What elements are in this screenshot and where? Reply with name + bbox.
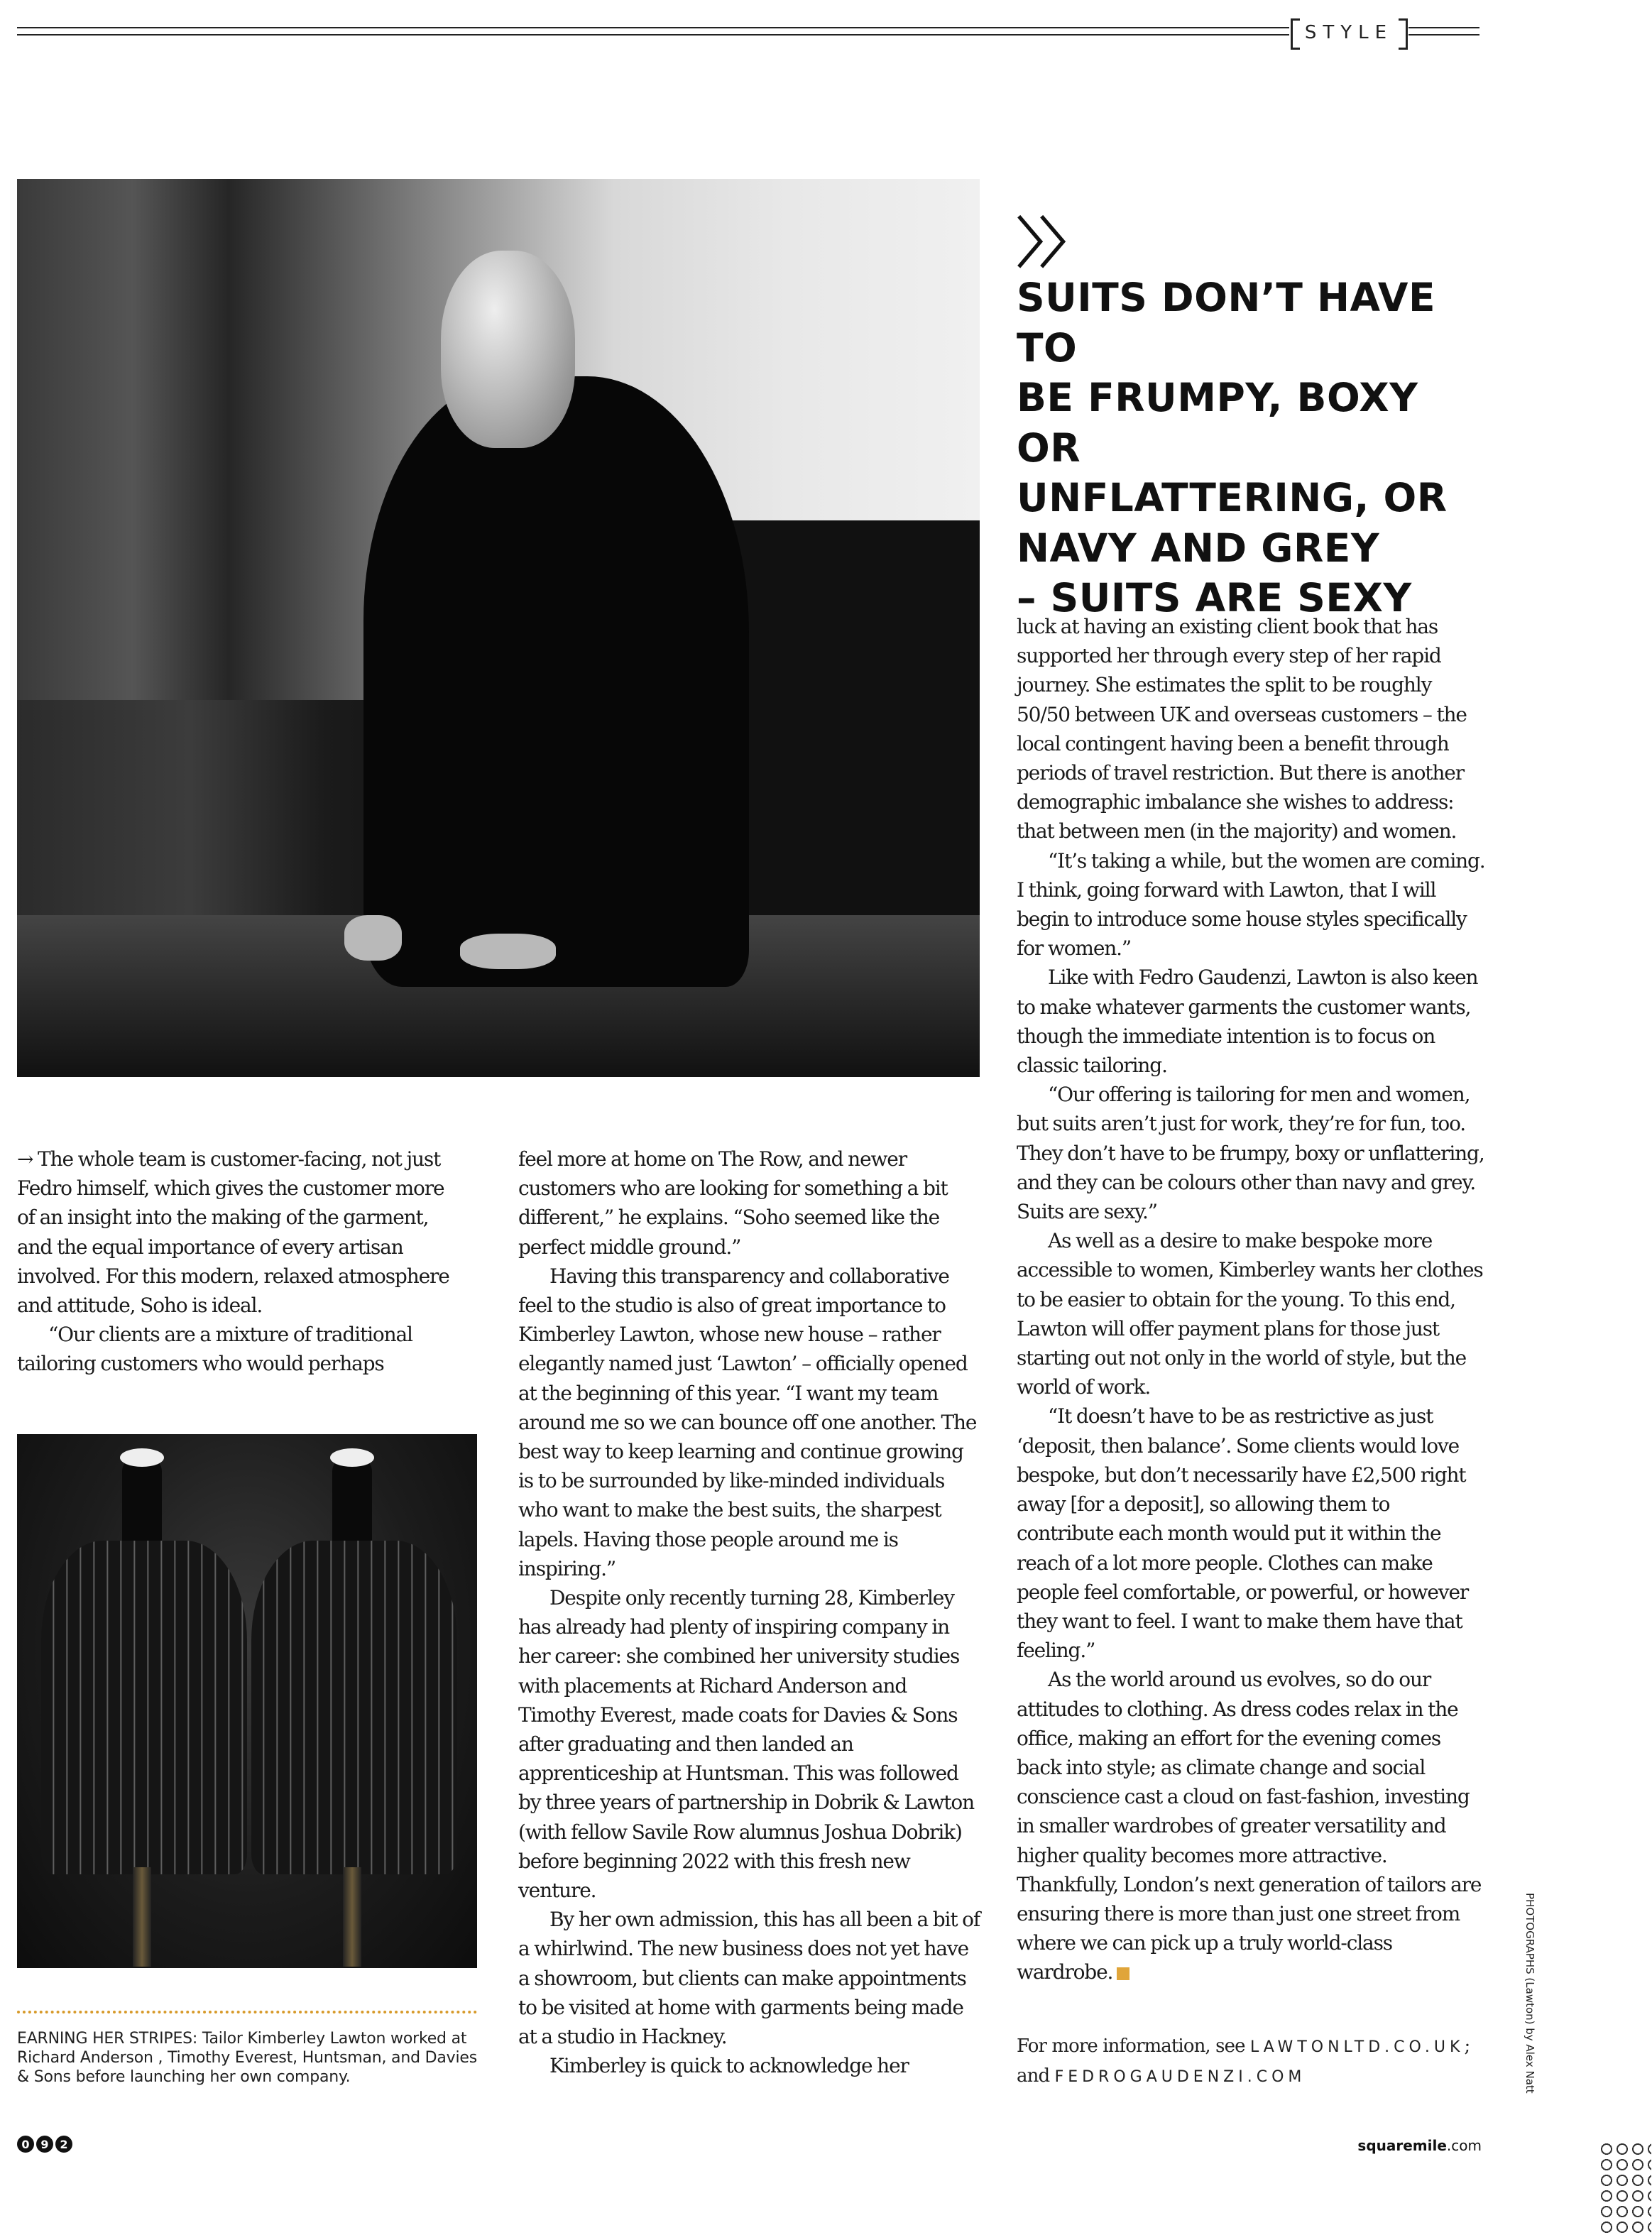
suits-photo xyxy=(17,1434,477,1968)
header-rule-right-top xyxy=(1408,27,1479,28)
paragraph: As well as a desire to make bespoke more accessible to women, Kimberley wants her clothes to be easier to obtain for the young. To this end, Lawton will offer payment plans for those just starting out not only in the world of style, but the world of work. xyxy=(1017,1229,1483,1399)
page-digit: 9 xyxy=(36,2136,53,2153)
paragraph: “It’s taking a while, but the women are coming. I think, going forward with Lawton, that I will begin to introduce some house styles specifically for women.” xyxy=(1017,848,1485,961)
header-rule-top xyxy=(17,27,1289,28)
more-info xyxy=(1017,2032,1485,2092)
paragraph: → The whole team is customer-facing, not just Fedro himself, which gives the customer more of an insight into the making of the garment, and the equal importance of every artisan involved. For this modern, relaxed atmosphere and attitude, Soho is ideal. xyxy=(17,1147,449,1318)
dot-grid-decoration xyxy=(1599,2141,1651,2235)
body-column-2 xyxy=(518,1144,983,2081)
photo-caption: EARNING HER STRIPES: Tailor Kimberley Lawton worked at Richard Anderson , Timothy Everest, Huntsman, and Davies & Sons before launching her own company. xyxy=(17,2030,477,2086)
more-info-prefix: For more information, see xyxy=(1017,2035,1250,2057)
end-mark-icon xyxy=(1117,1967,1129,1980)
final-paragraph xyxy=(1017,1665,1485,1987)
section-tag: STYLE xyxy=(1304,22,1394,43)
page-digit: 0 xyxy=(17,2136,34,2153)
site-name[interactable] xyxy=(1357,2137,1482,2154)
body-column-1 xyxy=(17,1144,464,1379)
paragraph: Despite only recently turning 28, Kimberley has already had plenty of inspiring company in her career: she combined her university studies with placements at Richard Anderson and Timothy Everest, made coats for Davies & Sons after graduating and then landed an apprenticeship at Huntsman. This was followed by three years of partnership in Dobrik & Lawton (with fellow Savile Row alumnus Joshua Dobrik) before beginning 2022 with this fresh new venture. xyxy=(518,1586,974,1903)
quote-mark-icon: 〉〉 xyxy=(1017,212,1089,275)
main-photo xyxy=(17,179,980,1077)
header-rule-bottom xyxy=(17,34,1289,35)
header-rule-right-bottom xyxy=(1408,34,1479,35)
photo-credit-text: PHOTOGRAPHS (Lawton) by Alex Natt xyxy=(1524,1893,1536,2094)
paragraph: By her own admission, this has all been a bit of a whirlwind. The new business does not yet have a showroom, but clients can make appointments to be visited at home with garments being made at a studio in Hackney. xyxy=(518,1908,980,2049)
paragraph: Kimberley is quick to acknowledge her xyxy=(549,2054,909,2078)
paragraph: feel more at home on The Row, and newer customers who are looking for something a bit different,” he explains. “Soho seemed like the perfect middle ground.” xyxy=(518,1147,948,1259)
fedro-link[interactable]: FEDROGAUDENZI.COM xyxy=(1054,2068,1306,2086)
lawton-link[interactable]: LAWTONLTD.CO.UK xyxy=(1249,2038,1465,2056)
site-name-bold: squaremile xyxy=(1357,2137,1447,2154)
paragraph: Like with Fedro Gaudenzi, Lawton is also keen to make whatever garments the customer wants, though the immediate intention is to focus on classic tailoring. xyxy=(1017,966,1478,1078)
page-number xyxy=(17,2136,72,2153)
paragraph: Having this transparency and collaborative feel to the studio is also of great importance to Kimberley Lawton, whose new house – rather elegantly named just ‘Lawton’ – officially opened at the beginning of this year. “I want my team around me so we can bounce off one another. The best way to keep learning and continue growing is to be surrounded by like-minded individuals who want to make the best suits, the sharpest lapels. Having those people around me is inspiring.” xyxy=(518,1264,977,1580)
paragraph: luck at having an existing client book that has supported her through every step of her rapid journey. She estimates the split to be roughly 50/50 between UK and overseas customers – the local contingent having been a benefit through periods of travel restriction. But there is another demographic imbalance she wishes to address: that between men (in the majority) and women. xyxy=(1017,615,1467,843)
paragraph: “It doesn’t have to be as restrictive as just ‘deposit, then balance’. Some clients would love bespoke, but don’t necessarily have £2,500 right away [for a deposit], so allowing them to contribute each month would put it within the reach of a lot more people. Clothes can make people feel comfortable, or powerful, or however they want to feel. I want to make them have that feeling.” xyxy=(1017,1404,1469,1663)
pull-quote: SUITS DON’T HAVE TO BE FRUMPY, BOXY OR UNFLATTERING, OR NAVY AND GREY – SUITS ARE SEXY xyxy=(1017,275,1448,621)
paragraph: “Our offering is tailoring for men and women, but suits aren’t just for work, they’re for fun, too. They don’t have to be frumpy, boxy or unflattering, and they can be colours other than navy and grey. Suits are sexy.” xyxy=(1017,1083,1484,1224)
body-column-3 xyxy=(1017,612,1485,1987)
page-digit: 2 xyxy=(55,2136,72,2153)
more-info-separator: ; and xyxy=(1017,2035,1470,2087)
photo-credit xyxy=(1524,1893,1536,2106)
site-name-suffix: .com xyxy=(1446,2137,1482,2154)
paragraph-text: As the world around us evolves, so do our attitudes to clothing. As dress codes relax in the office, making an effort for the evening comes back into style; as climate change and social conscience cast a cloud on fast-fashion, investing in smaller wardrobes of greater versatility and higher quality becomes more attractive. Thankfully, London’s next generation of tailors are ensuring there is more than just one street from where we can pick up a truly world-class wardrobe. xyxy=(1017,1668,1482,1984)
caption-divider xyxy=(17,2011,477,2013)
paragraph: “Our clients are a mixture of traditional tailoring customers who would perhaps xyxy=(17,1323,412,1376)
